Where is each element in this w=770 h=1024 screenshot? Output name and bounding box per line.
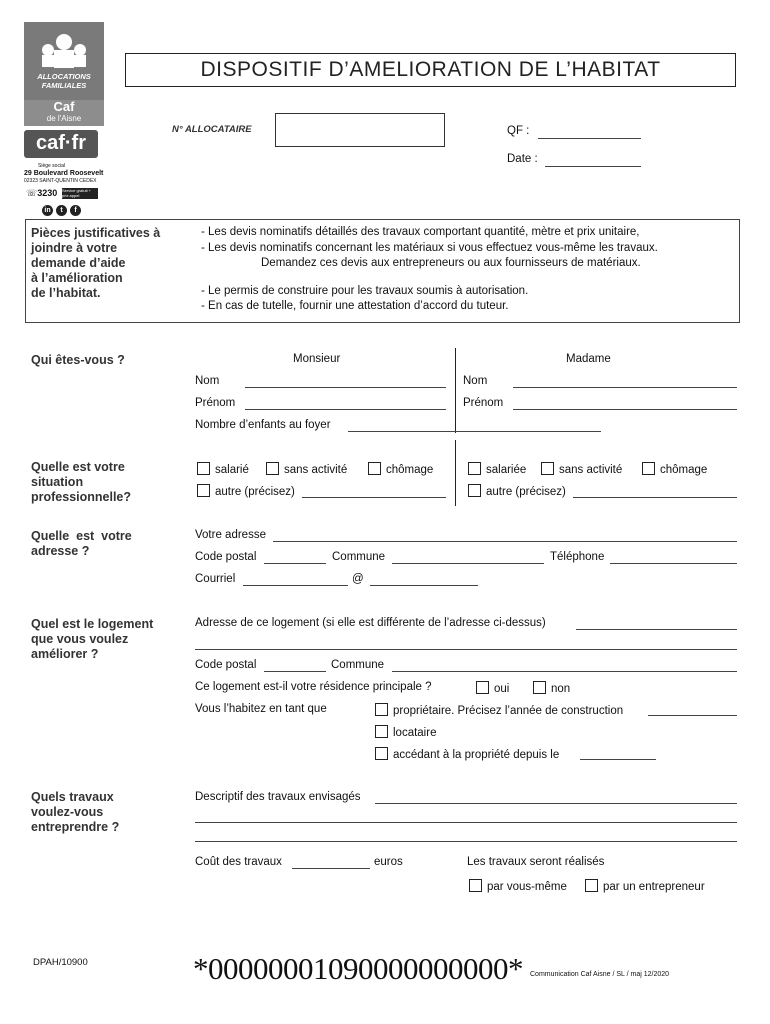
- column-divider-2: [455, 440, 456, 506]
- telephone-field[interactable]: [610, 563, 737, 564]
- residence-question: Ce logement est-il votre résidence principale ?: [195, 681, 432, 693]
- linkedin-icon[interactable]: in: [42, 205, 53, 216]
- f-autre-checkbox[interactable]: autre (précisez): [468, 484, 566, 498]
- pieces-label: Pièces justificatives à joindre à votre demande d’aide à l’amélioration de l’habitat.: [31, 226, 161, 300]
- f-chomage-checkbox[interactable]: chômage: [642, 462, 707, 476]
- facebook-icon[interactable]: f: [70, 205, 81, 216]
- date-field[interactable]: [545, 166, 641, 167]
- descriptif-field-1[interactable]: [375, 803, 737, 804]
- annee-construction-field[interactable]: [648, 715, 737, 716]
- m-nom-label: Nom: [195, 375, 220, 387]
- f-nom-field[interactable]: [513, 387, 737, 388]
- travaux-label: Quels travaux voulez-vous entreprendre ?: [31, 790, 120, 834]
- page-title: DISPOSITIF D’AMELIORATION DE L’HABITAT: [200, 58, 661, 81]
- who-label: Qui êtes-vous ?: [31, 353, 125, 367]
- commune-label: Commune: [332, 551, 386, 563]
- vous-meme-checkbox[interactable]: par vous-même: [469, 879, 567, 893]
- courriel-label: Courriel: [195, 573, 236, 585]
- m-prenom-label: Prénom: [195, 397, 236, 409]
- allocataire-input[interactable]: [275, 113, 445, 147]
- logo-caf: Caf: [53, 99, 75, 114]
- f-salariee-checkbox[interactable]: salariée: [468, 462, 526, 476]
- telephone-label: Téléphone: [550, 551, 605, 563]
- m-sans-activite-checkbox[interactable]: sans activité: [266, 462, 347, 476]
- pieces-item-3: Demandez ces devis aux entrepreneurs ou aux fournisseurs de matériaux.: [261, 257, 641, 269]
- logement-label: Quel est le logement que vous voulez améliorer ?: [31, 617, 154, 661]
- phone-number: ☏3230: [26, 188, 58, 198]
- caf-logo: [24, 22, 104, 100]
- commune-field[interactable]: [392, 563, 544, 564]
- realises-label: Les travaux seront réalisés: [467, 856, 605, 868]
- adresse-label: Quelle est votre adresse ?: [31, 529, 132, 558]
- f-prenom-field[interactable]: [513, 409, 737, 410]
- address: 29 Boulevard Roosevelt: [24, 170, 104, 177]
- date-label: Date :: [507, 153, 538, 165]
- phone-icon: ☏: [26, 188, 38, 198]
- madame-label: Madame: [566, 353, 611, 365]
- pieces-item-4: - Le permis de construire pour les travaux soumis à autorisation.: [201, 285, 529, 297]
- enfants-label: Nombre d’enfants au foyer: [195, 419, 331, 431]
- f-sans-activite-checkbox[interactable]: sans activité: [541, 462, 622, 476]
- descriptif-field-3[interactable]: [195, 841, 737, 842]
- accedant-checkbox[interactable]: accédant à la propriété depuis le: [375, 747, 559, 761]
- at-sign: @: [352, 573, 364, 585]
- column-divider-1: [455, 348, 456, 433]
- adresse-logement-label: Adresse de ce logement (si elle est différente de l’adresse ci-dessus): [195, 617, 546, 629]
- pieces-item-2: - Les devis nominatifs concernant les matériaux si vous effectuez vous-même les travaux.: [201, 242, 658, 254]
- habitez-label: Vous l’habitez en tant que: [195, 703, 327, 715]
- cout-label: Coût des travaux: [195, 856, 282, 868]
- m-salarie-checkbox[interactable]: salarié: [197, 462, 249, 476]
- address-sub: 02323 SAINT-QUENTIN CEDEX: [24, 178, 97, 184]
- caf-fr-logo: caf·fr: [24, 130, 98, 158]
- oui-checkbox[interactable]: oui: [476, 681, 509, 695]
- f-prenom-label: Prénom: [463, 397, 504, 409]
- allocataire-label: N° ALLOCATAIRE: [172, 124, 252, 135]
- votre-adresse-field[interactable]: [273, 541, 737, 542]
- logo-caf-sub: de l'Aisne: [46, 114, 82, 123]
- form-reference: DPAH/10900: [33, 957, 88, 968]
- logo-line1: ALLOCATIONS: [37, 72, 91, 81]
- m-nom-field[interactable]: [245, 387, 446, 388]
- pieces-item-1: - Les devis nominatifs détaillés des travaux comportant quantité, mètre et prix unitaire,: [201, 226, 640, 238]
- pieces-item-5: - En cas de tutelle, fournir une attestation d’accord du tuteur.: [201, 300, 509, 312]
- descriptif-field-2[interactable]: [195, 822, 737, 823]
- caf-aisne-logo: [24, 100, 104, 126]
- logo-line2: FAMILIALES: [41, 81, 87, 90]
- logement-commune-field[interactable]: [392, 671, 737, 672]
- non-checkbox[interactable]: non: [533, 681, 570, 695]
- m-autre-checkbox[interactable]: autre (précisez): [197, 484, 295, 498]
- votre-adresse-label: Votre adresse: [195, 529, 266, 541]
- descriptif-label: Descriptif des travaux envisagés: [195, 791, 361, 803]
- courriel-domain-field[interactable]: [370, 585, 478, 586]
- communication-note: Communication Caf Aisne / SL / maj 12/2020: [530, 971, 670, 978]
- code-postal-label: Code postal: [195, 551, 257, 563]
- qf-label: QF :: [507, 125, 530, 137]
- logement-code-postal-label: Code postal: [195, 659, 257, 671]
- m-chomage-checkbox[interactable]: chômage: [368, 462, 433, 476]
- accedant-date-field[interactable]: [580, 759, 656, 760]
- proprietaire-checkbox[interactable]: propriétaire. Précisez l’année de construction: [375, 703, 623, 717]
- m-prenom-field[interactable]: [245, 409, 446, 410]
- f-nom-label: Nom: [463, 375, 488, 387]
- adresse-logement-field[interactable]: [576, 629, 737, 630]
- barcode: *00000001090000000000*: [193, 951, 523, 986]
- title-box: [125, 53, 736, 87]
- phone-note: Service gratuit + prix appel: [62, 188, 98, 199]
- code-postal-field[interactable]: [264, 563, 326, 564]
- adresse-logement-field-2[interactable]: [195, 649, 737, 650]
- entrepreneur-checkbox[interactable]: par un entrepreneur: [585, 879, 705, 893]
- locataire-checkbox[interactable]: locataire: [375, 725, 436, 739]
- qf-field[interactable]: [538, 138, 641, 139]
- twitter-icon[interactable]: t: [56, 205, 67, 216]
- situation-label: Quelle est votre situation professionnelle?: [31, 460, 132, 504]
- cout-field[interactable]: [292, 868, 370, 869]
- courriel-user-field[interactable]: [243, 585, 348, 586]
- logement-commune-label: Commune: [331, 659, 385, 671]
- address-small: Siège social: [38, 163, 65, 169]
- logement-code-postal-field[interactable]: [264, 671, 326, 672]
- enfants-field[interactable]: [348, 431, 601, 432]
- f-autre-field[interactable]: [573, 497, 737, 498]
- monsieur-label: Monsieur: [293, 353, 341, 365]
- euros-label: euros: [374, 856, 403, 868]
- m-autre-field[interactable]: [302, 497, 446, 498]
